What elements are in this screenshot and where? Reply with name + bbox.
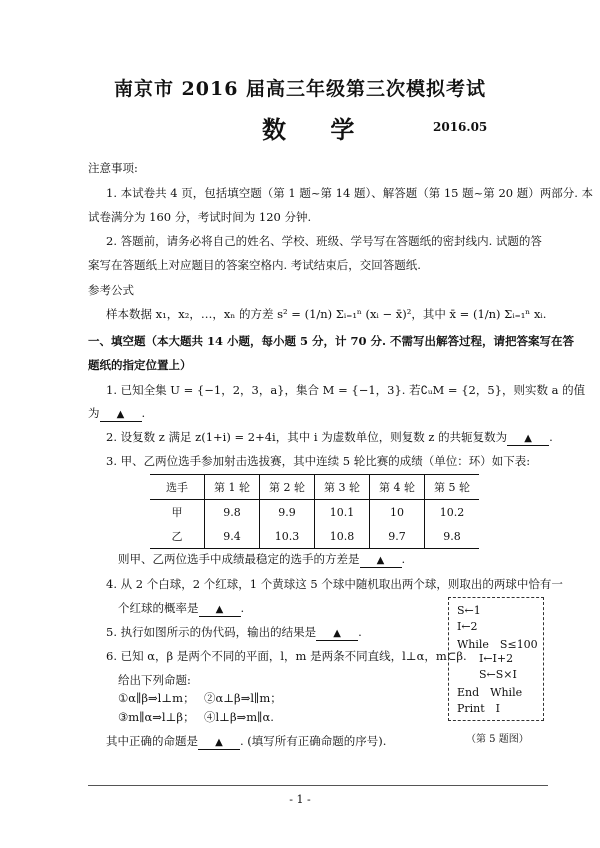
code-line: While S≤100: [457, 638, 538, 651]
exam-date: 2016.05: [433, 120, 488, 134]
code-line: Print I: [457, 702, 501, 715]
question-6-e-text: 其中正确的命题是: [106, 734, 198, 748]
question-5: [106, 624, 362, 641]
table-cell: 乙: [150, 524, 205, 549]
section-heading-a: 一、填空题（本大题共 14 小题，每小题 5 分，计 70 分. 不需写出解答过程，请把答案写在答: [88, 334, 575, 348]
score-table: [150, 474, 479, 549]
question-5-end: .: [358, 625, 362, 639]
question-1-a: 1. 已知全集 U = {−1，2，3，a}，集合 M = {−1，3}. 若∁ᵤM = {2，5}，则实数 a 的值: [106, 383, 586, 397]
notice-item-2b: 案写在答题纸上对应题目的答案空格内. 考试结束后，交回答题纸.: [88, 258, 421, 272]
question-3-b: [118, 551, 405, 568]
question-1-end: .: [141, 406, 146, 420]
table-row: [150, 500, 479, 525]
table-header-cell: 第 5 轮: [425, 475, 480, 500]
subject-title: 数 学: [262, 115, 373, 144]
table-cell: 10: [370, 500, 425, 525]
pseudocode-box: [448, 597, 544, 721]
question-6-e: [106, 733, 386, 750]
code-line: I←I+2: [479, 652, 514, 665]
table-row: [150, 524, 479, 549]
question-6-b: 给出下列命题:: [118, 673, 191, 687]
question-6-c: ①α∥β⇒l⊥m； ②α⊥β⇒l∥m；: [118, 691, 282, 705]
figure-caption: （第 5 题图）: [466, 734, 529, 745]
table-cell: 10.2: [425, 500, 480, 525]
notice-item-1a: 1. 本试卷共 4 页，包括填空题（第 1 题~第 14 题）、解答题（第 15 题~第 20 题）两部分. 本: [106, 186, 594, 200]
question-6-end: . (填写所有正确命题的序号).: [240, 734, 387, 748]
question-1-prefix: 为: [88, 406, 100, 420]
code-line: S←1: [457, 604, 481, 617]
answer-blank-3: ▲: [360, 555, 402, 568]
question-1-b: [88, 405, 145, 422]
notice-item-1b: 试卷满分为 160 分，考试时间为 120 分钟.: [88, 210, 312, 224]
answer-blank-6: ▲: [198, 737, 240, 750]
exam-title: 南京市 2016 届高三年级第三次模拟考试: [113, 78, 487, 100]
table-cell: 甲: [171, 506, 183, 519]
section-heading-b: 题纸的指定位置上）: [88, 358, 192, 372]
question-2: [106, 429, 553, 446]
question-2-end: .: [549, 430, 553, 444]
question-4-a: 4. 从 2 个白球，2 个红球，1 个黄球这 5 个球中随机取出两个球，则取出的两球中恰有一: [106, 577, 563, 591]
question-4-b-text: 个红球的概率是: [118, 601, 199, 615]
code-line: S←S×I: [479, 668, 517, 681]
answer-blank-5: ▲: [316, 628, 358, 641]
footer-divider: [88, 785, 548, 786]
table-header-cell: 第 4 轮: [370, 475, 425, 500]
question-6-a: 6. 已知 α，β 是两个不同的平面，l，m 是两条不同直线，l⊥α，m⊂β.: [106, 649, 467, 663]
notice-item-2a: 2. 答题前，请务必将自己的姓名、学校、班级、学号写在答题纸的密封线内. 试题的答: [106, 234, 542, 248]
table-cell: 9.9: [260, 500, 315, 525]
table-cell: 9.7: [370, 524, 425, 549]
question-3-end: .: [401, 552, 406, 566]
page-number: - 1 -: [289, 793, 311, 806]
question-6-d: ③m∥α⇒l⊥β； ④l⊥β⇒m∥α.: [118, 710, 274, 724]
score-table-header: [150, 475, 479, 500]
table-cell: 10.3: [260, 524, 315, 549]
formula-text: 样本数据 x₁，x₂，…，xₙ 的方差 s² = (1/n) Σᵢ₌₁ⁿ (xᵢ − x̄)²，其中 x̄ = (1/n) Σᵢ₌₁ⁿ xᵢ.: [106, 307, 547, 321]
notice-heading: 注意事项:: [88, 161, 138, 175]
answer-blank-1: ▲: [100, 409, 142, 422]
question-4-end: .: [240, 601, 245, 615]
table-cell: 9.8: [205, 500, 260, 525]
code-line: I←2: [457, 620, 478, 633]
answer-blank-2: ▲: [507, 433, 549, 446]
table-header-cell: 第 2 轮: [260, 475, 315, 500]
table-header-cell: 第 1 轮: [205, 475, 260, 500]
question-2-text: 2. 设复数 z 满足 z(1+i) = 2+4i，其中 i 为虚数单位，则复数 z 的共轭复数为: [106, 430, 508, 444]
formula-heading: 参考公式: [88, 283, 134, 297]
answer-blank-4: ▲: [199, 604, 241, 617]
table-cell: 10.8: [315, 524, 370, 549]
question-4-b: [118, 600, 244, 617]
table-cell: 9.8: [425, 524, 480, 549]
table-header-cell: 选手: [150, 475, 205, 500]
question-5-text: 5. 执行如图所示的伪代码，输出的结果是: [106, 625, 317, 639]
table-cell: 10.1: [315, 500, 370, 525]
question-3-b-text: 则甲、乙两位选手中成绩最稳定的选手的方差是: [118, 552, 360, 566]
question-3-text: 3. 甲、乙两位选手参加射击选拔赛，其中连续 5 轮比赛的成绩（单位：环）如下表:: [106, 454, 531, 468]
table-header-cell: 第 3 轮: [315, 475, 370, 500]
code-line: End While: [457, 686, 523, 699]
table-cell: 9.4: [205, 524, 260, 549]
